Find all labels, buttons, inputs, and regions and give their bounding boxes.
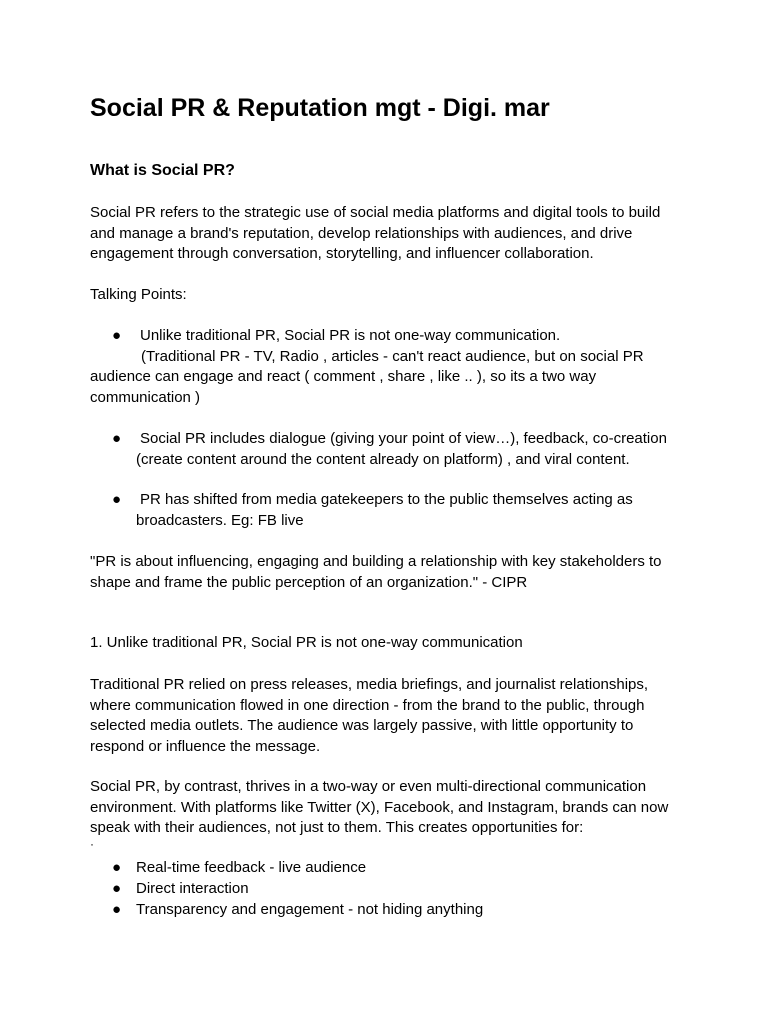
opportunity-item — [90, 879, 690, 900]
talking-point-line: communication ) — [90, 388, 201, 406]
talking-point-line: audience can engage and react ( comment , share , like .. ), so its a two way — [90, 368, 597, 385]
paragraph-line: respond or influence the message. — [90, 737, 321, 755]
talking-point-line: Unlike traditional PR, Social PR is not one-way communication. — [140, 327, 561, 344]
document-title: Social PR & Reputation mgt - Digi. mar — [90, 94, 550, 122]
opportunity-text: Transparency and engagement - not hiding anything — [136, 901, 484, 918]
traditional-pr-paragraph — [90, 675, 686, 757]
section-heading: What is Social PR? — [90, 162, 235, 179]
talking-point-line: PR has shifted from media gatekeepers to the public themselves acting as — [140, 491, 633, 508]
bullet-icon: ● — [112, 491, 122, 508]
bullet-icon: ● — [112, 880, 122, 897]
talking-points-label: Talking Points: — [90, 286, 187, 303]
intro-line: and manage a brand's reputation, develop relationships with audiences, and drive — [90, 224, 633, 242]
paragraph-line: selected media outlets. The audience was largely passive, with little opportunity to — [90, 717, 634, 734]
intro-paragraph — [90, 203, 686, 265]
cipr-quote — [90, 552, 686, 593]
talking-point-item — [90, 490, 690, 532]
paragraph-line: Traditional PR relied on press releases, media briefings, and journalist relationships, — [90, 676, 649, 693]
stray-mark: · — [90, 837, 94, 851]
talking-point-line: (Traditional PR - TV, Radio , articles - can't react audience, but on social PR — [141, 347, 644, 365]
talking-point-item — [90, 326, 690, 410]
opportunity-text: Real-time feedback - live audience — [136, 859, 367, 876]
talking-point-line: Social PR includes dialogue (giving your point of view…), feedback, co-creation — [140, 430, 667, 447]
paragraph-line: speak with their audiences, not just to them. This creates opportunities for: — [90, 819, 584, 836]
bullet-icon: ● — [112, 859, 122, 876]
intro-line: Social PR refers to the strategic use of social media platforms and digital tools to build — [90, 204, 661, 221]
paragraph-line: Social PR, by contrast, thrives in a two-way or even multi-directional communication — [90, 778, 647, 795]
intro-line: engagement through conversation, storytelling, and influencer collaboration. — [90, 245, 594, 262]
opportunity-item — [90, 900, 690, 921]
talking-point-item — [90, 429, 690, 471]
paragraph-line: environment. With platforms like Twitter (X), Facebook, and Instagram, brands can now — [90, 798, 669, 816]
talking-point-line: broadcasters. Eg: FB live — [136, 511, 304, 529]
bullet-icon: ● — [112, 430, 122, 447]
numbered-heading: 1. Unlike traditional PR, Social PR is not one-way communication — [90, 634, 523, 651]
opportunity-item — [90, 858, 690, 879]
talking-point-line: (create content around the content already on platform) , and viral content. — [136, 450, 630, 468]
bullet-icon: ● — [112, 901, 122, 918]
paragraph-line: where communication flowed in one direction - from the brand to the public, through — [90, 696, 645, 714]
quote-line: "PR is about influencing, engaging and building a relationship with key stakeholders to — [90, 553, 662, 570]
social-pr-paragraph — [90, 777, 686, 839]
quote-line: shape and frame the public perception of an organization." - CIPR — [90, 573, 528, 591]
opportunity-text: Direct interaction — [136, 880, 249, 897]
bullet-icon: ● — [112, 327, 122, 344]
